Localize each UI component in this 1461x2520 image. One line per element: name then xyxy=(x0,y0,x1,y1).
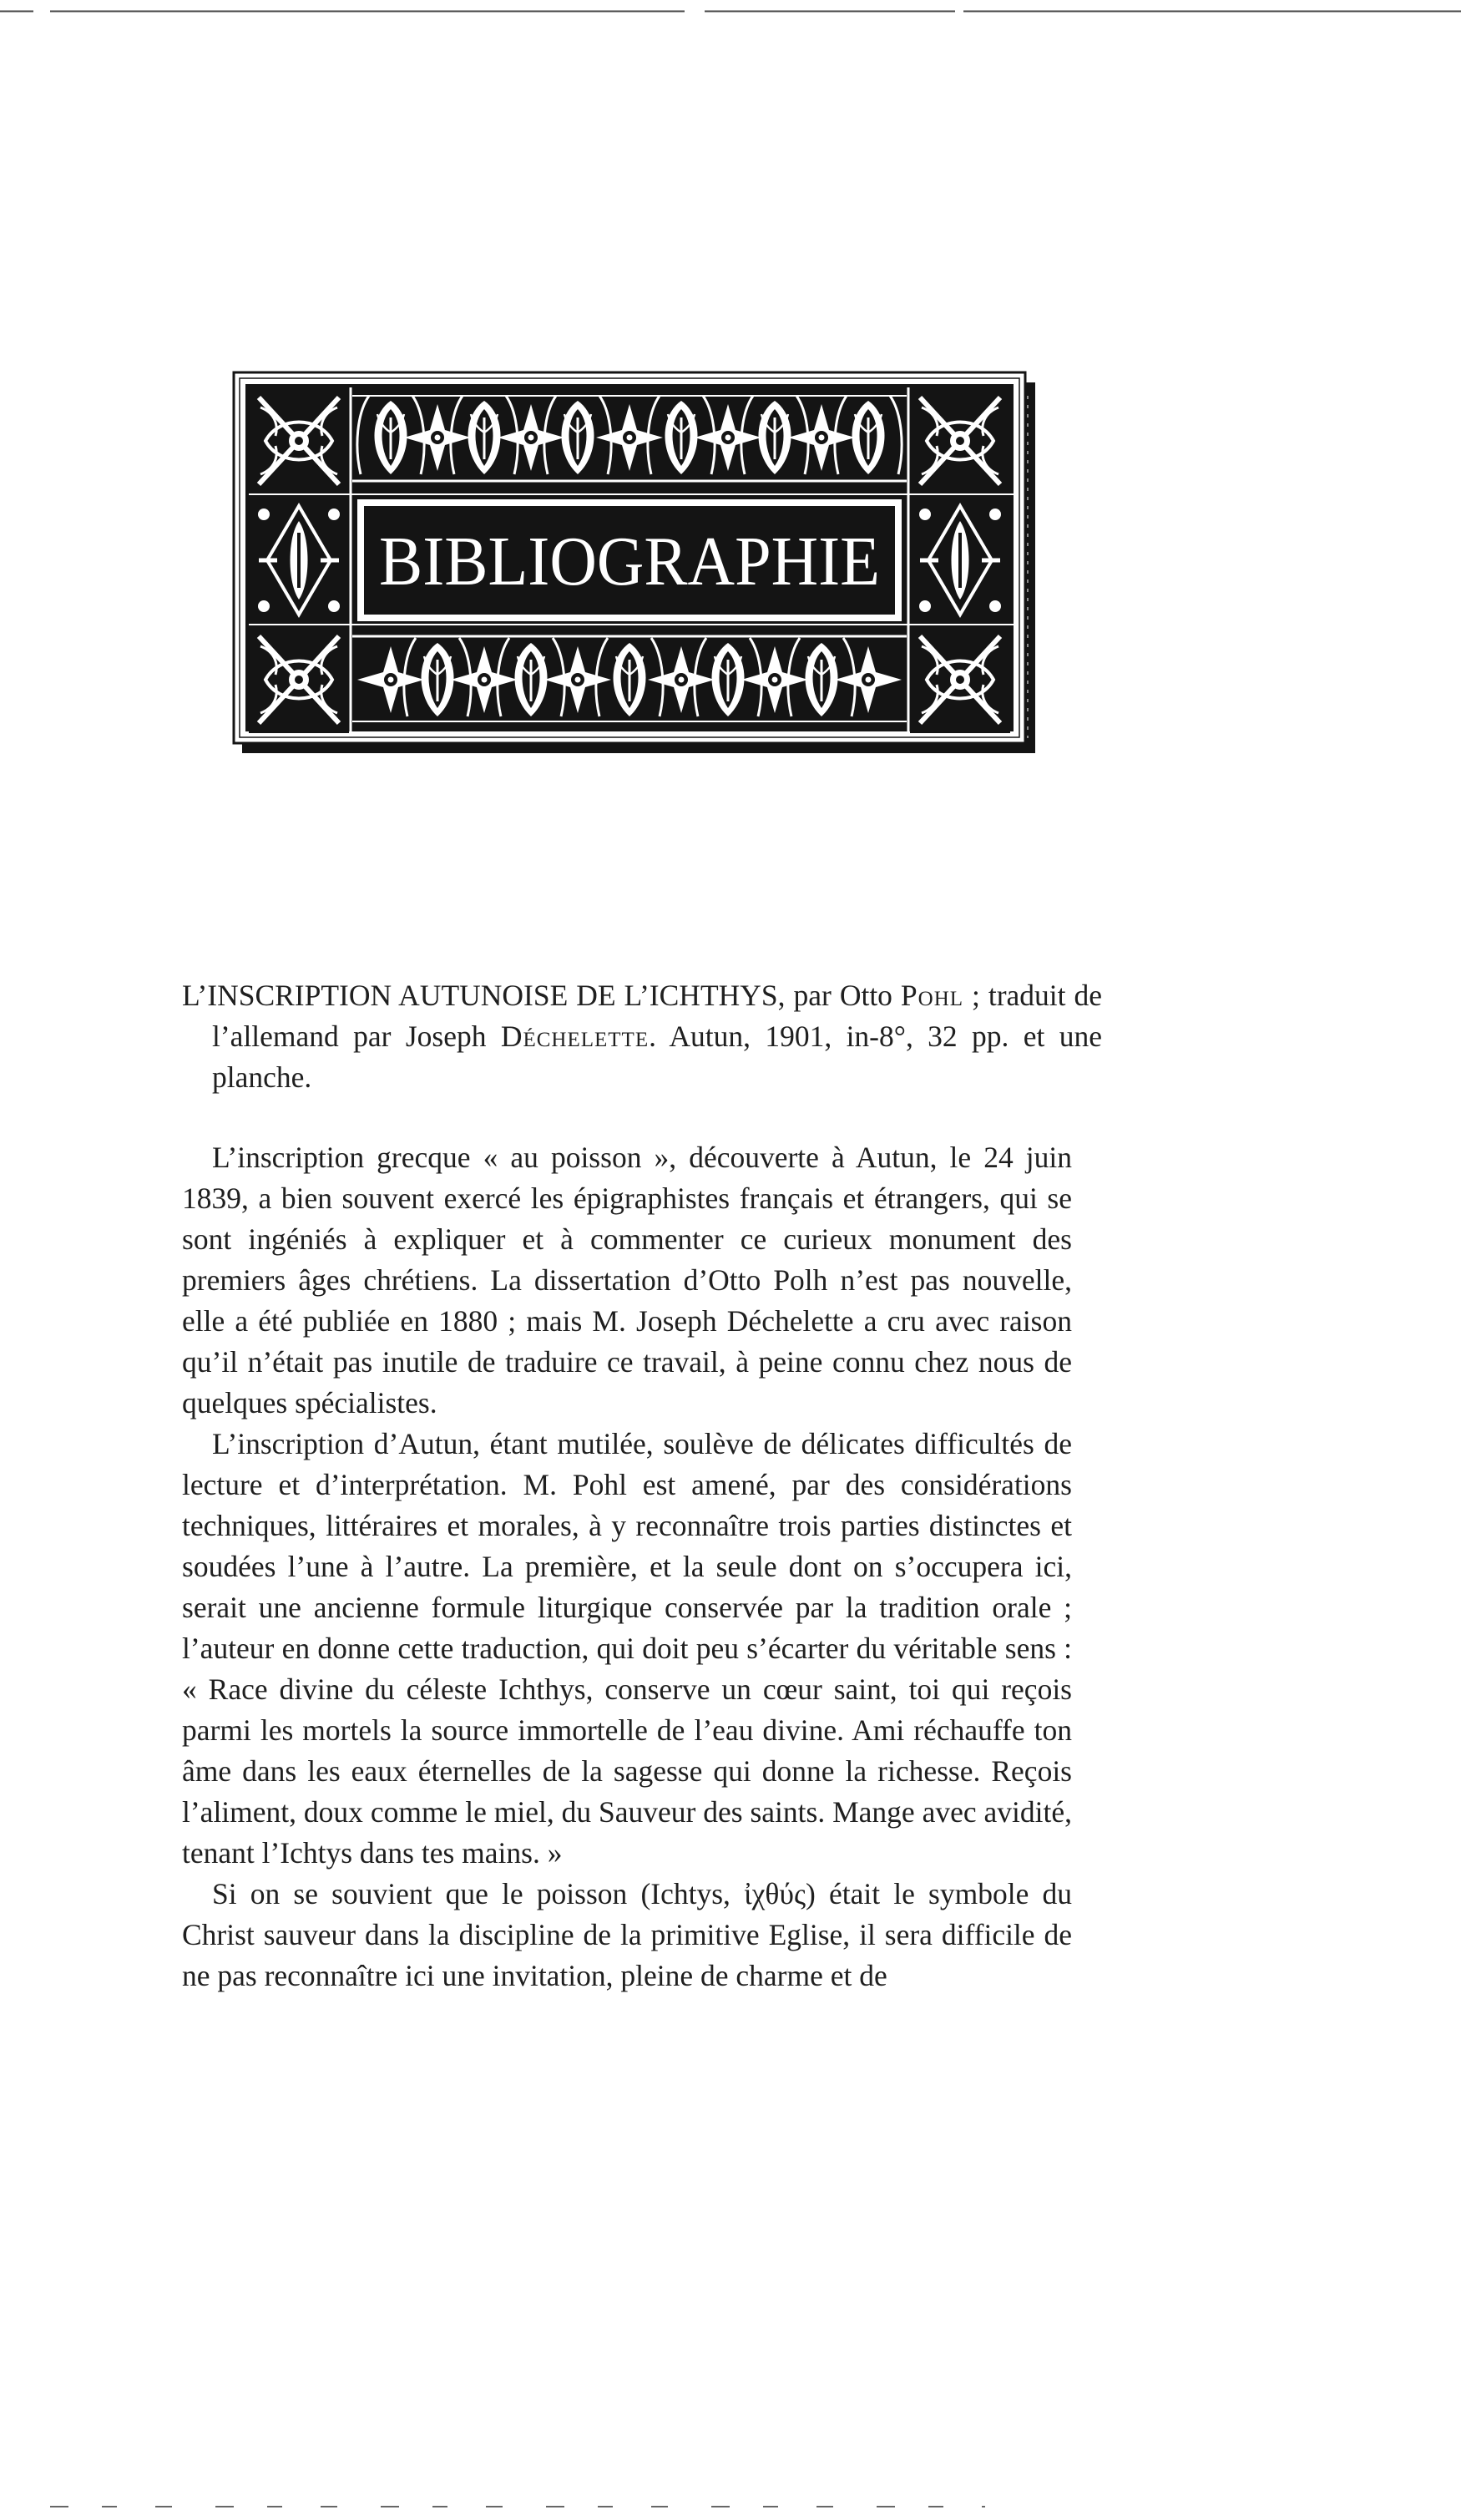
bibliographie-banner xyxy=(232,371,1037,755)
paragraph-3: Si on se souvient que le poisson (Ichtys, ἰχθύς) était le symbole du Christ sauveur dans la discipline de la primitive Eglise, il sera difficile de ne pas reconnaître ici une invitation, pleine de charme et de xyxy=(182,1877,1072,1992)
entry-translator: Déchelette xyxy=(500,1020,650,1053)
bottom-rule xyxy=(0,2505,1461,2508)
entry-by: par Otto xyxy=(793,979,892,1012)
entry-after-author: ; traduit de l’allemand par Joseph xyxy=(212,979,1103,1053)
entry-author: Pohl xyxy=(900,979,964,1012)
paragraph-1: L’inscription grecque « au poisson », découverte à Autun, le 24 juin 1839, a bien souvent exercé les épigraphistes français et étrangers, qui se sont ingéniés à expliquer et à commenter ce curieux monument des premiers âges chrétiens. La dissertation d’Otto Polh n’est pas nouvelle, elle a été publiée en 1880 ; mais M. Joseph Déchelette a cru avec raison qu’il n’était pas inutile de traduire ce travail, à peine connu chez nous de quelques spécialistes. xyxy=(182,1141,1072,1419)
banner-title: BIBLIOGRAPHIE xyxy=(379,523,880,600)
entry-heading xyxy=(182,975,1102,1098)
top-rule xyxy=(0,10,1461,13)
entry-title: L’INSCRIPTION AUTUNOISE DE L’ICHTHYS, xyxy=(182,979,786,1012)
paragraph-2: L’inscription d’Autun, étant mutilée, soulève de délicates difficultés de lecture et d’interprétation. M. Pohl est amené, par des considérations techniques, littéraires et morales, à y reconnaître trois parties distinctes et soudées l’une à l’autre. La première, et la seule dont on s’occupera ici, serait une ancienne formule liturgique conservée par la tradition orale ; l’auteur en donne cette traduction, qui doit peu s’écarter du véritable sens : « Race divine du céleste Ichthys, conserve un cœur saint, toi qui reçois parmi les mortels la source immortelle de l’eau divine. Ami réchauffe ton âme dans les eaux éternelles de la sagesse qui donne la richesse. Reçois l’aliment, doux comme le miel, du Sauveur des saints. Mange avec avidité, tenant l’Ichtys dans tes mains. » xyxy=(182,1427,1072,1870)
review-body xyxy=(182,1137,1072,1996)
entry-publication: . Autun, 1901, in-8°, 32 pp. et une planche. xyxy=(212,1020,1102,1094)
